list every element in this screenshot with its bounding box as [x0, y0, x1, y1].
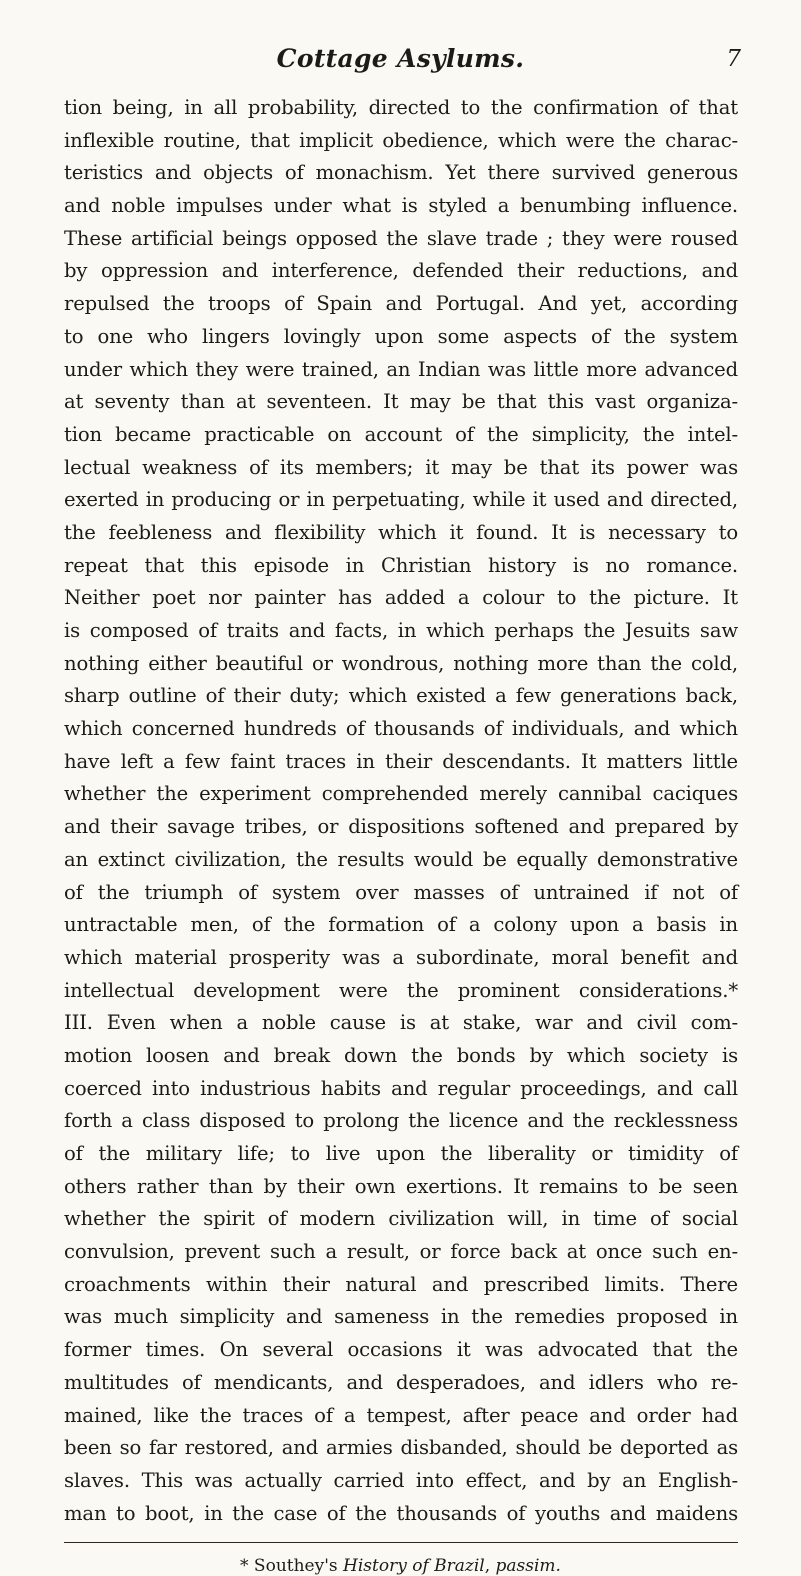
text-line: nothing either beautiful or wondrous, nothing more than the cold,: [64, 651, 738, 675]
text-line: III. Even when a noble cause is at stake, war and civil com-: [64, 1011, 738, 1035]
text-line: which concerned hundreds of thousands of individuals, and which: [64, 717, 738, 741]
text-line: been so far restored, and armies disbanded, should be deported as: [64, 1436, 738, 1460]
text-line: mained, like the traces of a tempest, after peace and order had: [64, 1403, 738, 1427]
text-line: repulsed the troops of Spain and Portugal. And yet, according: [64, 292, 738, 316]
footnote-suffix: passim.: [495, 1556, 561, 1576]
footnote: [0, 1556, 801, 1576]
text-line: Neither poet nor painter has added a colour to the picture. It: [64, 586, 738, 610]
text-line: inflexible routine, that implicit obedience, which were the charac-: [64, 128, 738, 152]
text-line: and noble impulses under what is styled a benumbing influence.: [64, 194, 738, 218]
text-line: and their savage tribes, or dispositions softened and prepared by: [64, 815, 738, 839]
text-line: teristics and objects of monachism. Yet there survived generous: [64, 161, 738, 185]
text-line: whether the experiment comprehended merely cannibal caciques: [64, 782, 738, 806]
text-line: at seventy than at seventeen. It may be that this vast organiza-: [64, 390, 738, 414]
text-line: repeat that this episode in Christian history is no romance.: [64, 553, 738, 577]
footnote-separator: ,: [484, 1556, 496, 1576]
text-line: by oppression and interference, defended their reductions, and: [64, 259, 738, 283]
footnote-book-title: History of Brazil: [343, 1556, 485, 1576]
page-number: 7: [726, 46, 741, 72]
text-line: of the triumph of system over masses of untrained if not of: [64, 880, 738, 904]
running-title: Cottage Asylums.: [276, 44, 525, 73]
text-line: multitudes of mendicants, and desperadoes, and idlers who re-: [64, 1370, 738, 1394]
text-line: which material prosperity was a subordinate, moral benefit and: [64, 945, 738, 969]
body-text: [64, 92, 738, 1530]
footnote-marker: * Southey's: [240, 1556, 344, 1576]
text-line: convulsion, prevent such a result, or force back at once such en-: [64, 1240, 738, 1264]
text-line: untractable men, of the formation of a colony upon a basis in: [64, 913, 738, 937]
text-line: motion loosen and break down the bonds by which society is: [64, 1043, 738, 1067]
text-line: have left a few faint traces in their descendants. It matters little: [64, 749, 738, 773]
text-line: forth a class disposed to prolong the licence and the recklessness: [64, 1109, 738, 1133]
text-line: lectual weakness of its members; it may be that its power was: [64, 455, 738, 479]
text-line: is composed of traits and facts, in which perhaps the Jesuits saw: [64, 619, 738, 642]
text-line: to one who lingers lovingly upon some aspects of the system: [64, 324, 738, 348]
text-line: These artificial beings opposed the slave trade ; they were roused: [64, 226, 738, 250]
text-line: slaves. This was actually carried into effect, and by an English-: [64, 1468, 738, 1492]
running-head: [0, 40, 801, 80]
text-line: coerced into industrious habits and regular proceedings, and call: [64, 1076, 738, 1100]
text-line: the feebleness and flexibility which it found. It is necessary to: [64, 520, 738, 544]
footnote-rule: [64, 1542, 738, 1543]
text-line: intellectual development were the prominent considerations.*: [64, 978, 738, 1002]
text-line: an extinct civilization, the results would be equally demonstrative: [64, 847, 738, 871]
text-line: others rather than by their own exertions. It remains to be seen: [64, 1174, 738, 1198]
text-line: former times. On several occasions it was advocated that the: [64, 1338, 738, 1362]
text-line: under which they were trained, an Indian was little more advanced: [64, 357, 738, 381]
text-line: man to boot, in the case of the thousands of youths and maidens: [64, 1501, 738, 1525]
text-line: exerted in producing or in perpetuating, while it used and directed,: [64, 488, 738, 512]
text-line: was much simplicity and sameness in the remedies proposed in: [64, 1305, 738, 1329]
text-line: croachments within their natural and prescribed limits. There: [64, 1272, 738, 1296]
text-line: sharp outline of their duty; which existed a few generations back,: [64, 684, 738, 708]
text-line: of the military life; to live upon the liberality or timidity of: [64, 1142, 738, 1165]
text-line: whether the spirit of modern civilization will, in time of social: [64, 1207, 738, 1231]
text-line: tion became practicable on account of the simplicity, the intel-: [64, 422, 738, 446]
text-line: tion being, in all probability, directed to the confirmation of that: [64, 96, 738, 119]
